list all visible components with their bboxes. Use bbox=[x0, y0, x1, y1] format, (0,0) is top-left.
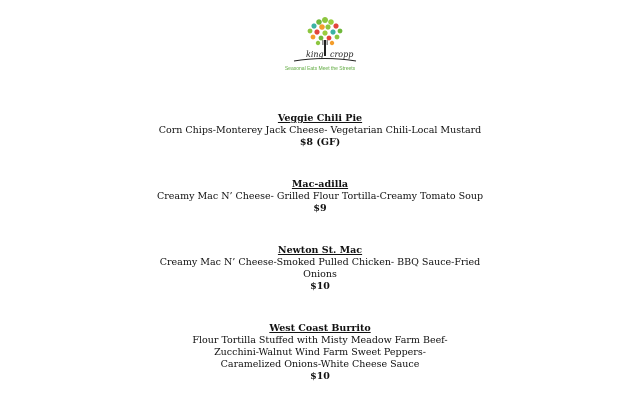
item-name: West Coast Burrito bbox=[269, 323, 371, 334]
item-description: Creamy Mac N’ Cheese- Grilled Flour Tortilla-Creamy Tomato Soup bbox=[156, 191, 484, 202]
item-description: Corn Chips-Monterey Jack Cheese- Vegetarian Chili-Local Mustard bbox=[158, 125, 482, 136]
item-name: Mac-adilla bbox=[291, 179, 349, 190]
item-price: $9 bbox=[313, 203, 327, 214]
item-price: $10 bbox=[310, 281, 330, 292]
item-description: Onions bbox=[303, 269, 337, 280]
logo-text-left: king bbox=[306, 50, 324, 59]
menu-item bbox=[0, 323, 640, 383]
menu-item bbox=[0, 179, 640, 215]
item-description: Caramelized Onions-White Cheese Sauce bbox=[220, 359, 420, 370]
item-description: Creamy Mac N’ Cheese-Smoked Pulled Chicken- BBQ Sauce-Fried bbox=[159, 257, 481, 268]
item-description: Zucchini-Walnut Wind Farm Sweet Peppers- bbox=[214, 347, 426, 358]
logo-text-right: cropp bbox=[330, 50, 354, 59]
item-description: Flour Tortilla Stuffed with Misty Meadow Farm Beef- bbox=[192, 335, 448, 346]
tagline: Seasonal Eats Meet the Streets bbox=[284, 66, 356, 72]
item-price: $8 (GF) bbox=[299, 137, 341, 148]
item-name: Newton St. Mac bbox=[277, 245, 363, 256]
item-price: $10 bbox=[310, 371, 330, 382]
menu-item bbox=[0, 113, 640, 149]
item-name: Veggie Chili Pie bbox=[277, 113, 363, 124]
menu-item bbox=[0, 245, 640, 293]
